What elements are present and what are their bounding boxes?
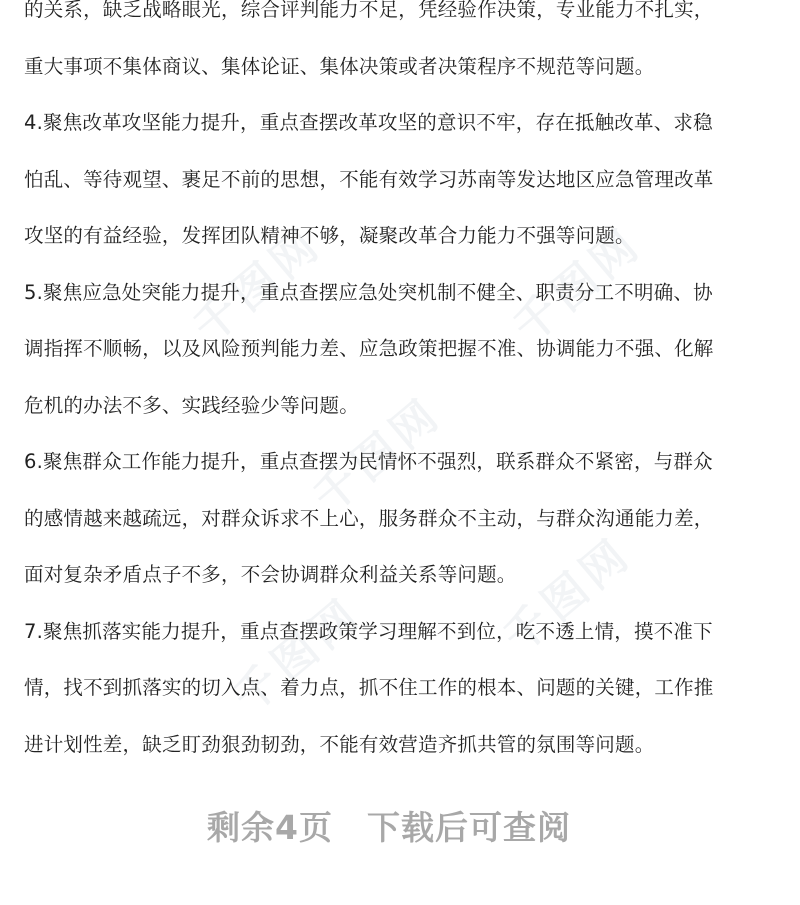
download-prompt-label: 下载后可查阅 xyxy=(366,808,571,847)
watermark: 千图网 xyxy=(304,387,452,524)
download-to-read-more-banner[interactable] xyxy=(0,802,778,849)
text-line: 进计划性差，缺乏盯劲狠劲韧劲，不能有效营造齐抓共管的氛围等问题。 xyxy=(24,732,655,756)
watermark: 千图网 xyxy=(224,587,372,724)
watermark: 千图网 xyxy=(184,217,332,354)
item-7-paragraph xyxy=(24,604,778,774)
text-line: 危机的办法不多、实践经验少等问题。 xyxy=(24,393,359,417)
text-line: 情，找不到抓落实的切入点、着力点，抓不住工作的根本、问题的关键，工作推 xyxy=(24,676,714,699)
watermark: 千图网 xyxy=(504,217,652,354)
text-line: 7.聚焦抓落实能力提升，重点查摆政策学习理解不到位，吃不透上情，摸不准下 xyxy=(24,619,713,643)
item-4-paragraph xyxy=(24,95,778,265)
text-line: 重大事项不集体商议、集体论证、集体决策或者决策程序不规范等问题。 xyxy=(24,54,655,78)
item-5-paragraph xyxy=(24,265,778,435)
text-line: 5.聚焦应急处突能力提升，重点查摆应急处突机制不健全、职责分工不明确、协 xyxy=(24,280,713,304)
watermark: 千图网 xyxy=(494,527,642,664)
text-line: 调指挥不顺畅，以及风险预判能力差、应急政策把握不准、协调能力不强、化解 xyxy=(24,337,714,360)
text-line: 6.聚焦群众工作能力提升，重点查摆为民情怀不强烈，联系群众不紧密，与群众 xyxy=(24,450,713,473)
text-line: 的感情越来越疏远，对群众诉求不上心，服务群众不主动，与群众沟通能力差， xyxy=(24,506,714,530)
item-6-paragraph xyxy=(24,434,778,604)
text-line: 攻坚的有益经验，发挥团队精神不够，凝聚改革合力能力不强等问题。 xyxy=(24,224,635,247)
text-line: 4.聚焦改革攻坚能力提升，重点查摆改革攻坚的意识不牢，存在抵触改革、求稳 xyxy=(24,111,713,134)
text-line: 面对复杂矛盾点子不多，不会协调群众利益关系等问题。 xyxy=(24,563,517,586)
remaining-pages-label: 剩余4页 xyxy=(207,808,333,847)
text-line: 的关系，缺乏战略眼光，综合评判能力不足，凭经验作决策，专业能力不扎实， xyxy=(24,0,714,21)
intro-paragraph xyxy=(24,0,778,95)
document-body xyxy=(24,0,778,773)
text-line: 怕乱、等待观望、裹足不前的思想，不能有效学习苏南等发达地区应急管理改革 xyxy=(24,167,714,191)
